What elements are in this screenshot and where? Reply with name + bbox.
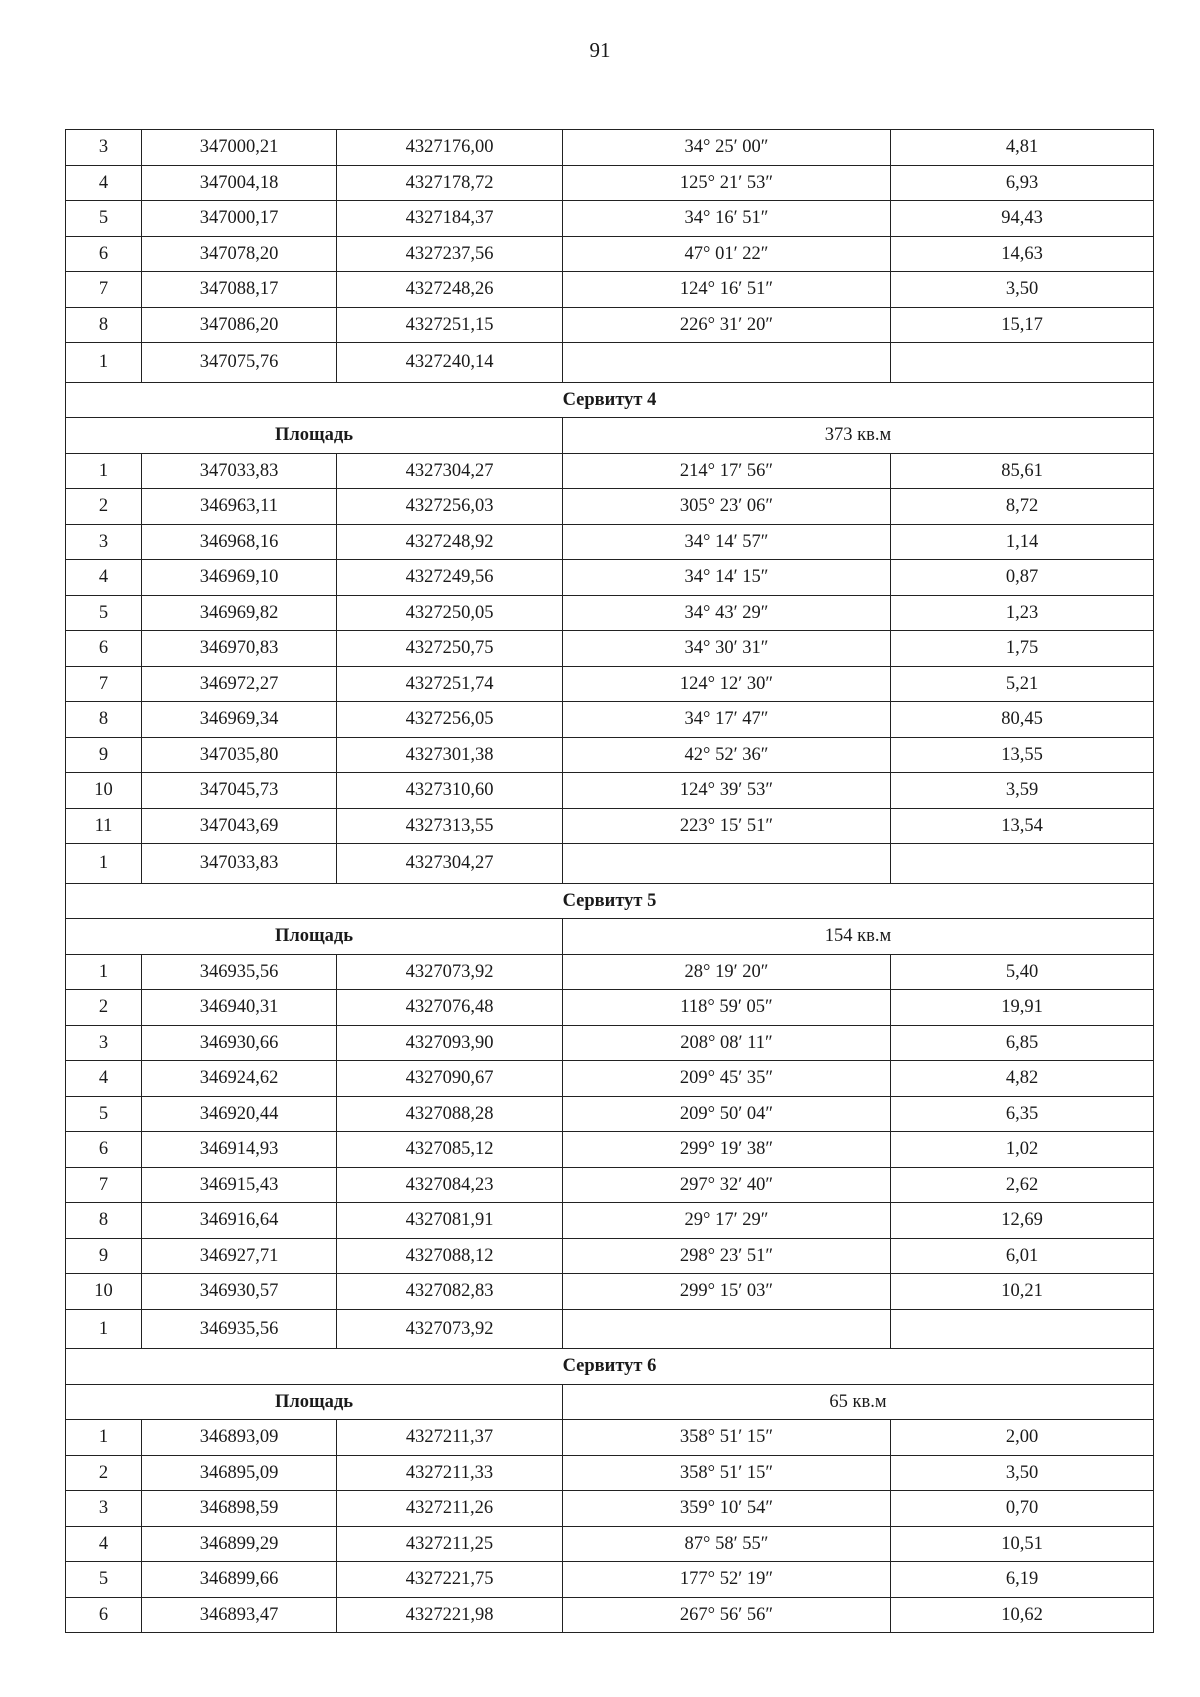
y-coordinate-cell: 4327088,12 — [337, 1238, 563, 1274]
point-number-cell: 2 — [66, 1455, 142, 1491]
point-number-cell: 6 — [66, 1597, 142, 1633]
x-coordinate-cell: 346930,57 — [142, 1274, 337, 1310]
y-coordinate-cell: 4327082,83 — [337, 1274, 563, 1310]
y-coordinate-cell: 4327251,74 — [337, 666, 563, 702]
point-number-cell: 4 — [66, 165, 142, 201]
x-coordinate-cell: 346893,47 — [142, 1597, 337, 1633]
x-coordinate-cell: 346920,44 — [142, 1096, 337, 1132]
bearing-cell: 124° 39′ 53″ — [563, 773, 891, 809]
point-number-cell: 3 — [66, 524, 142, 560]
table-row — [66, 773, 1154, 809]
y-coordinate-cell: 4327251,15 — [337, 307, 563, 343]
bearing-cell: 124° 16′ 51″ — [563, 272, 891, 308]
point-number-cell: 8 — [66, 307, 142, 343]
section-title: Сервитут 4 — [66, 382, 1154, 418]
area-value: 65 кв.м — [563, 1384, 1154, 1420]
bearing-cell: 87° 58′ 55″ — [563, 1526, 891, 1562]
x-coordinate-cell: 346898,59 — [142, 1491, 337, 1527]
area-label: Площадь — [66, 418, 563, 454]
y-coordinate-cell: 4327176,00 — [337, 130, 563, 166]
y-coordinate-cell: 4327090,67 — [337, 1061, 563, 1097]
table-row — [66, 524, 1154, 560]
distance-cell: 14,63 — [891, 236, 1154, 272]
point-number-cell: 1 — [66, 453, 142, 489]
point-number-cell: 11 — [66, 808, 142, 844]
table-row — [66, 595, 1154, 631]
bearing-cell: 209° 50′ 04″ — [563, 1096, 891, 1132]
bearing-cell: 209° 45′ 35″ — [563, 1061, 891, 1097]
x-coordinate-cell: 347078,20 — [142, 236, 337, 272]
distance-cell: 6,19 — [891, 1562, 1154, 1598]
x-coordinate-cell: 346970,83 — [142, 631, 337, 667]
bearing-cell: 125° 21′ 53″ — [563, 165, 891, 201]
distance-cell: 12,69 — [891, 1203, 1154, 1239]
distance-cell: 80,45 — [891, 702, 1154, 738]
x-coordinate-cell: 346916,64 — [142, 1203, 337, 1239]
distance-cell: 0,87 — [891, 560, 1154, 596]
point-number-cell: 5 — [66, 201, 142, 237]
x-coordinate-cell: 346935,56 — [142, 954, 337, 990]
y-coordinate-cell: 4327178,72 — [337, 165, 563, 201]
y-coordinate-cell: 4327211,25 — [337, 1526, 563, 1562]
x-coordinate-cell: 346915,43 — [142, 1167, 337, 1203]
table-row — [66, 343, 1154, 383]
point-number-cell: 10 — [66, 773, 142, 809]
x-coordinate-cell: 347004,18 — [142, 165, 337, 201]
point-number-cell: 6 — [66, 631, 142, 667]
table-row — [66, 1096, 1154, 1132]
x-coordinate-cell: 347033,83 — [142, 453, 337, 489]
table-row — [66, 130, 1154, 166]
bearing-cell: 299° 19′ 38″ — [563, 1132, 891, 1168]
y-coordinate-cell: 4327250,75 — [337, 631, 563, 667]
bearing-cell: 223° 15′ 51″ — [563, 808, 891, 844]
table-row — [66, 808, 1154, 844]
bearing-cell — [563, 844, 891, 884]
table-row — [66, 1420, 1154, 1456]
table-row — [66, 1562, 1154, 1598]
bearing-cell: 34° 14′ 15″ — [563, 560, 891, 596]
point-number-cell: 8 — [66, 702, 142, 738]
x-coordinate-cell: 346927,71 — [142, 1238, 337, 1274]
y-coordinate-cell: 4327211,37 — [337, 1420, 563, 1456]
distance-cell: 19,91 — [891, 990, 1154, 1026]
point-number-cell: 1 — [66, 1420, 142, 1456]
bearing-cell: 358° 51′ 15″ — [563, 1420, 891, 1456]
y-coordinate-cell: 4327084,23 — [337, 1167, 563, 1203]
table-row — [66, 489, 1154, 525]
y-coordinate-cell: 4327085,12 — [337, 1132, 563, 1168]
x-coordinate-cell: 347000,21 — [142, 130, 337, 166]
distance-cell: 5,40 — [891, 954, 1154, 990]
bearing-cell: 28° 19′ 20″ — [563, 954, 891, 990]
table-row — [66, 1455, 1154, 1491]
distance-cell: 0,70 — [891, 1491, 1154, 1527]
distance-cell: 10,51 — [891, 1526, 1154, 1562]
distance-cell: 13,55 — [891, 737, 1154, 773]
bearing-cell: 177° 52′ 19″ — [563, 1562, 891, 1598]
area-value: 373 кв.м — [563, 418, 1154, 454]
x-coordinate-cell: 347000,17 — [142, 201, 337, 237]
y-coordinate-cell: 4327076,48 — [337, 990, 563, 1026]
bearing-cell: 34° 17′ 47″ — [563, 702, 891, 738]
table-row — [66, 990, 1154, 1026]
x-coordinate-cell: 346930,66 — [142, 1025, 337, 1061]
table-row — [66, 307, 1154, 343]
distance-cell: 1,23 — [891, 595, 1154, 631]
x-coordinate-cell: 347088,17 — [142, 272, 337, 308]
point-number-cell: 9 — [66, 1238, 142, 1274]
y-coordinate-cell: 4327221,98 — [337, 1597, 563, 1633]
x-coordinate-cell: 347043,69 — [142, 808, 337, 844]
distance-cell: 6,85 — [891, 1025, 1154, 1061]
area-row — [66, 418, 1154, 454]
x-coordinate-cell: 346963,11 — [142, 489, 337, 525]
x-coordinate-cell: 346969,10 — [142, 560, 337, 596]
table-row — [66, 1526, 1154, 1562]
y-coordinate-cell: 4327184,37 — [337, 201, 563, 237]
distance-cell: 2,00 — [891, 1420, 1154, 1456]
distance-cell: 6,01 — [891, 1238, 1154, 1274]
table-row — [66, 1132, 1154, 1168]
point-number-cell: 3 — [66, 1491, 142, 1527]
point-number-cell: 4 — [66, 1061, 142, 1097]
table-row — [66, 560, 1154, 596]
point-number-cell: 6 — [66, 236, 142, 272]
bearing-cell: 29° 17′ 29″ — [563, 1203, 891, 1239]
bearing-cell: 34° 14′ 57″ — [563, 524, 891, 560]
bearing-cell: 34° 25′ 00″ — [563, 130, 891, 166]
distance-cell: 1,14 — [891, 524, 1154, 560]
area-value: 154 кв.м — [563, 919, 1154, 955]
area-row — [66, 919, 1154, 955]
distance-cell: 4,82 — [891, 1061, 1154, 1097]
distance-cell: 94,43 — [891, 201, 1154, 237]
distance-cell: 8,72 — [891, 489, 1154, 525]
table-row — [66, 1061, 1154, 1097]
table-row — [66, 1203, 1154, 1239]
distance-cell: 3,50 — [891, 272, 1154, 308]
table-row — [66, 236, 1154, 272]
point-number-cell: 4 — [66, 560, 142, 596]
point-number-cell: 7 — [66, 272, 142, 308]
table-row — [66, 1167, 1154, 1203]
distance-cell — [891, 343, 1154, 383]
table-row — [66, 1309, 1154, 1349]
point-number-cell: 1 — [66, 954, 142, 990]
bearing-cell: 358° 51′ 15″ — [563, 1455, 891, 1491]
y-coordinate-cell: 4327250,05 — [337, 595, 563, 631]
bearing-cell — [563, 1309, 891, 1349]
section-title-row — [66, 382, 1154, 418]
distance-cell: 6,35 — [891, 1096, 1154, 1132]
point-number-cell: 1 — [66, 343, 142, 383]
area-label: Площадь — [66, 919, 563, 955]
section-title-row — [66, 883, 1154, 919]
distance-cell: 13,54 — [891, 808, 1154, 844]
point-number-cell: 9 — [66, 737, 142, 773]
bearing-cell: 226° 31′ 20″ — [563, 307, 891, 343]
bearing-cell: 267° 56′ 56″ — [563, 1597, 891, 1633]
table-row — [66, 453, 1154, 489]
bearing-cell: 297° 32′ 40″ — [563, 1167, 891, 1203]
distance-cell: 1,75 — [891, 631, 1154, 667]
table-row — [66, 165, 1154, 201]
table-row — [66, 1274, 1154, 1310]
bearing-cell: 124° 12′ 30″ — [563, 666, 891, 702]
y-coordinate-cell: 4327073,92 — [337, 954, 563, 990]
y-coordinate-cell: 4327240,14 — [337, 343, 563, 383]
y-coordinate-cell: 4327248,92 — [337, 524, 563, 560]
point-number-cell: 10 — [66, 1274, 142, 1310]
table-row — [66, 702, 1154, 738]
table-row — [66, 201, 1154, 237]
bearing-cell: 34° 16′ 51″ — [563, 201, 891, 237]
y-coordinate-cell: 4327093,90 — [337, 1025, 563, 1061]
y-coordinate-cell: 4327249,56 — [337, 560, 563, 596]
distance-cell — [891, 844, 1154, 884]
y-coordinate-cell: 4327310,60 — [337, 773, 563, 809]
table-row — [66, 272, 1154, 308]
table-row — [66, 1597, 1154, 1633]
point-number-cell: 2 — [66, 990, 142, 1026]
x-coordinate-cell: 346968,16 — [142, 524, 337, 560]
y-coordinate-cell: 4327313,55 — [337, 808, 563, 844]
point-number-cell: 8 — [66, 1203, 142, 1239]
point-number-cell: 3 — [66, 1025, 142, 1061]
bearing-cell: 305° 23′ 06″ — [563, 489, 891, 525]
x-coordinate-cell: 346914,93 — [142, 1132, 337, 1168]
y-coordinate-cell: 4327211,33 — [337, 1455, 563, 1491]
x-coordinate-cell: 346969,34 — [142, 702, 337, 738]
section-title: Сервитут 6 — [66, 1349, 1154, 1385]
x-coordinate-cell: 347086,20 — [142, 307, 337, 343]
bearing-cell: 47° 01′ 22″ — [563, 236, 891, 272]
distance-cell: 2,62 — [891, 1167, 1154, 1203]
y-coordinate-cell: 4327073,92 — [337, 1309, 563, 1349]
bearing-cell: 42° 52′ 36″ — [563, 737, 891, 773]
distance-cell: 5,21 — [891, 666, 1154, 702]
table-row — [66, 631, 1154, 667]
table-row — [66, 844, 1154, 884]
point-number-cell: 1 — [66, 1309, 142, 1349]
point-number-cell: 5 — [66, 1562, 142, 1598]
table-row — [66, 666, 1154, 702]
x-coordinate-cell: 347035,80 — [142, 737, 337, 773]
distance-cell: 1,02 — [891, 1132, 1154, 1168]
y-coordinate-cell: 4327211,26 — [337, 1491, 563, 1527]
x-coordinate-cell: 346972,27 — [142, 666, 337, 702]
section-title: Сервитут 5 — [66, 883, 1154, 919]
point-number-cell: 7 — [66, 1167, 142, 1203]
coordinates-table — [65, 129, 1154, 1633]
point-number-cell: 6 — [66, 1132, 142, 1168]
x-coordinate-cell: 346940,31 — [142, 990, 337, 1026]
distance-cell: 15,17 — [891, 307, 1154, 343]
y-coordinate-cell: 4327248,26 — [337, 272, 563, 308]
y-coordinate-cell: 4327221,75 — [337, 1562, 563, 1598]
x-coordinate-cell: 347045,73 — [142, 773, 337, 809]
x-coordinate-cell: 346935,56 — [142, 1309, 337, 1349]
point-number-cell: 1 — [66, 844, 142, 884]
distance-cell — [891, 1309, 1154, 1349]
x-coordinate-cell: 346924,62 — [142, 1061, 337, 1097]
point-number-cell: 5 — [66, 1096, 142, 1132]
distance-cell: 10,62 — [891, 1597, 1154, 1633]
point-number-cell: 3 — [66, 130, 142, 166]
distance-cell: 6,93 — [891, 165, 1154, 201]
x-coordinate-cell: 347033,83 — [142, 844, 337, 884]
bearing-cell: 359° 10′ 54″ — [563, 1491, 891, 1527]
table-row — [66, 1025, 1154, 1061]
area-row — [66, 1384, 1154, 1420]
bearing-cell: 214° 17′ 56″ — [563, 453, 891, 489]
x-coordinate-cell: 346899,29 — [142, 1526, 337, 1562]
x-coordinate-cell: 346895,09 — [142, 1455, 337, 1491]
y-coordinate-cell: 4327237,56 — [337, 236, 563, 272]
point-number-cell: 2 — [66, 489, 142, 525]
x-coordinate-cell: 346899,66 — [142, 1562, 337, 1598]
y-coordinate-cell: 4327304,27 — [337, 844, 563, 884]
x-coordinate-cell: 346893,09 — [142, 1420, 337, 1456]
distance-cell: 10,21 — [891, 1274, 1154, 1310]
x-coordinate-cell: 347075,76 — [142, 343, 337, 383]
distance-cell: 3,59 — [891, 773, 1154, 809]
distance-cell: 3,50 — [891, 1455, 1154, 1491]
point-number-cell: 7 — [66, 666, 142, 702]
y-coordinate-cell: 4327081,91 — [337, 1203, 563, 1239]
y-coordinate-cell: 4327088,28 — [337, 1096, 563, 1132]
table-row — [66, 1491, 1154, 1527]
bearing-cell — [563, 343, 891, 383]
bearing-cell: 34° 43′ 29″ — [563, 595, 891, 631]
area-label: Площадь — [66, 1384, 563, 1420]
bearing-cell: 298° 23′ 51″ — [563, 1238, 891, 1274]
x-coordinate-cell: 346969,82 — [142, 595, 337, 631]
bearing-cell: 118° 59′ 05″ — [563, 990, 891, 1026]
table-row — [66, 954, 1154, 990]
y-coordinate-cell: 4327301,38 — [337, 737, 563, 773]
y-coordinate-cell: 4327304,27 — [337, 453, 563, 489]
bearing-cell: 208° 08′ 11″ — [563, 1025, 891, 1061]
bearing-cell: 299° 15′ 03″ — [563, 1274, 891, 1310]
point-number-cell: 5 — [66, 595, 142, 631]
table-row — [66, 737, 1154, 773]
y-coordinate-cell: 4327256,03 — [337, 489, 563, 525]
y-coordinate-cell: 4327256,05 — [337, 702, 563, 738]
bearing-cell: 34° 30′ 31″ — [563, 631, 891, 667]
section-title-row — [66, 1349, 1154, 1385]
distance-cell: 85,61 — [891, 453, 1154, 489]
point-number-cell: 4 — [66, 1526, 142, 1562]
coordinates-table-body — [66, 130, 1154, 1633]
page-number: 91 — [589, 38, 611, 62]
table-row — [66, 1238, 1154, 1274]
distance-cell: 4,81 — [891, 130, 1154, 166]
